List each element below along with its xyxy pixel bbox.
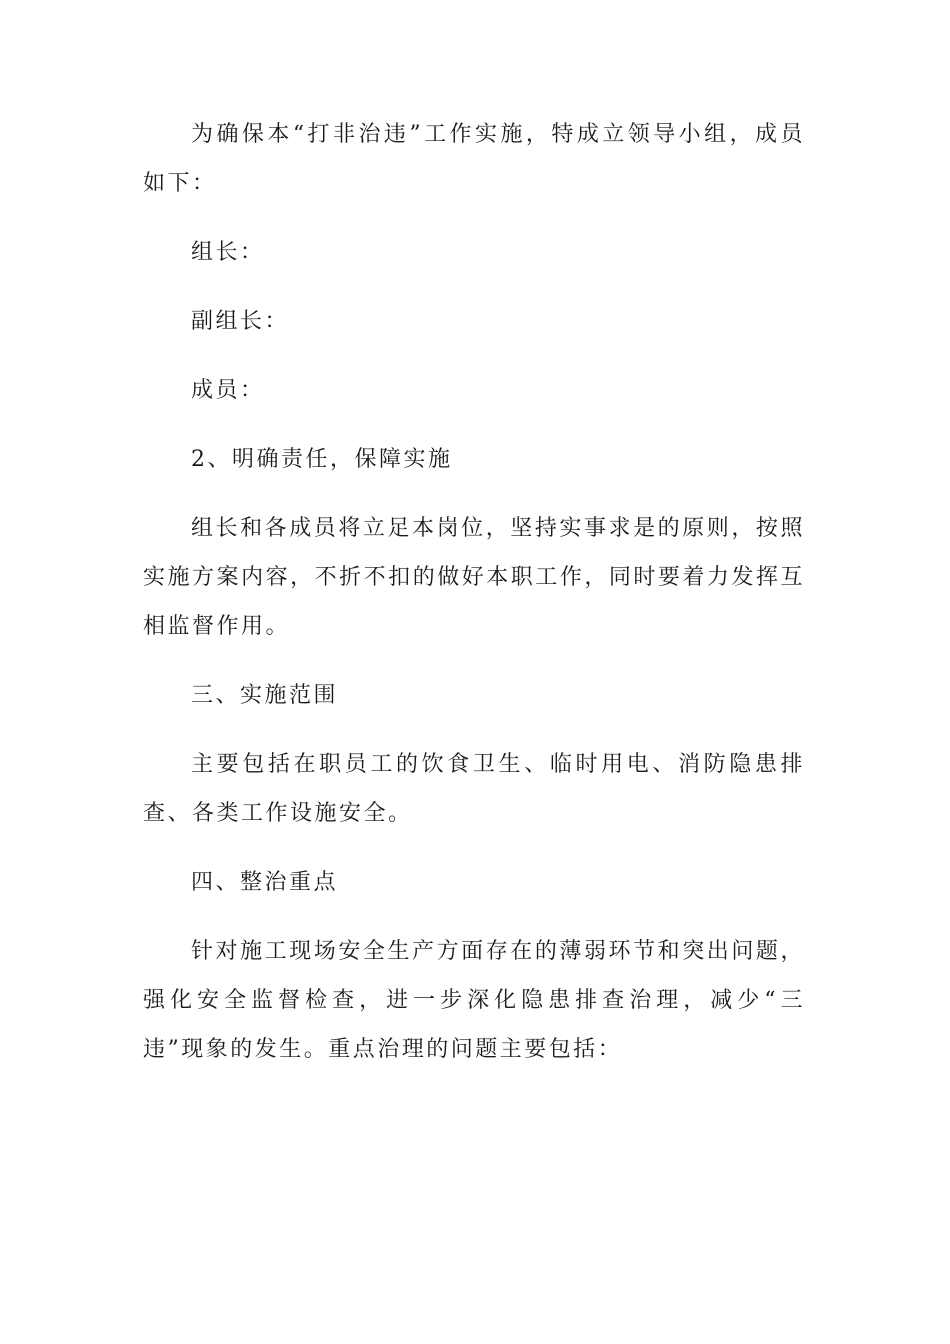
paragraph-key-points: 针对施工现场安全生产方面存在的薄弱环节和突出问题，强化安全监督检查，进一步深化隐患排查治理，减少“三违”现象的发生。重点治理的问题主要包括： (143, 939, 805, 1062)
paragraph-leadership-group: 为确保本“打非治违”工作实施，特成立领导小组，成员如下： (143, 122, 805, 196)
heading-responsibility: 2、明确责任，保障实施 (191, 447, 453, 472)
heading-key-points: 四、整治重点 (191, 870, 339, 895)
heading-scope: 三、实施范围 (191, 683, 339, 708)
paragraph-scope: 主要包括在职员工的饮食卫生、临时用电、消防隐患排查、各类工作设施安全。 (143, 752, 805, 826)
paragraph-group-leader: 组长： (191, 240, 265, 265)
document-body (143, 110, 805, 1074)
paragraph-responsibility: 组长和各成员将立足本岗位，坚持实事求是的原则，按照实施方案内容，不折不扣的做好本职工作，同时要着力发挥互相监督作用。 (143, 516, 805, 639)
paragraph-members: 成员： (191, 378, 265, 403)
paragraph-deputy-leader: 副组长： (191, 309, 290, 334)
